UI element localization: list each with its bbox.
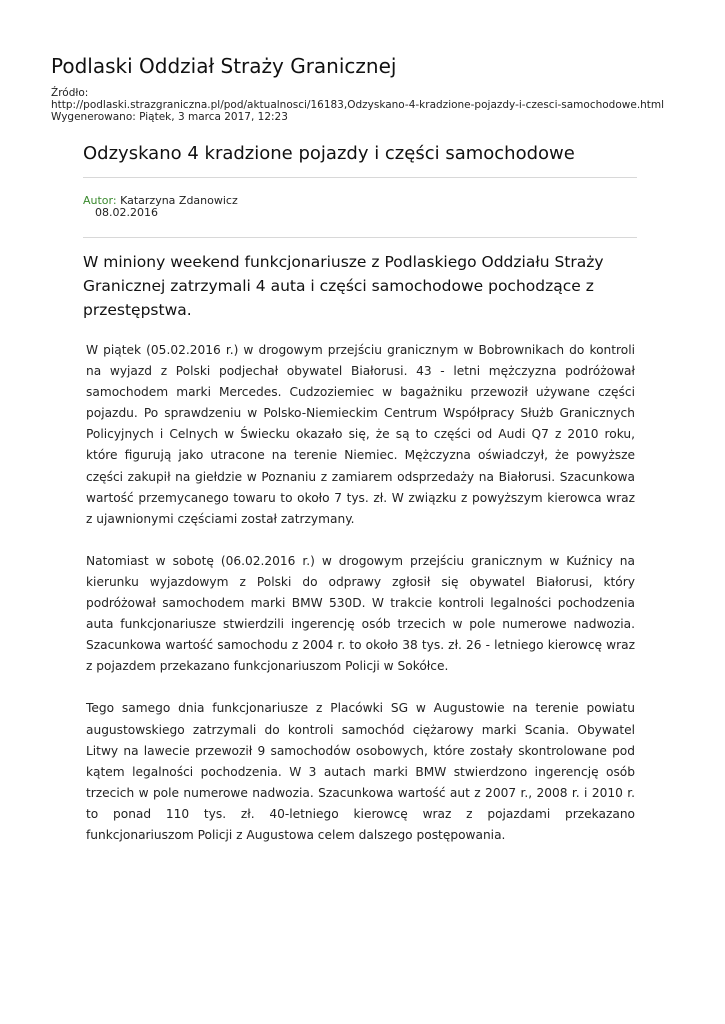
article-paragraph-1: W piątek (05.02.2016 r.) w drogowym przejściu granicznym w Bobrownikach do kontroli na wyjazd z Polski podjechał obywatel Białorusi. 43 - letni mężczyzna podróżował samochodem marki Mercedes. Cudzoziemiec w bagażniku przewoził używane części pojazdu. Po sprawdzeniu w Polsko-Niemieckim Centrum Współpracy Służb Granicznych Policyjnych i Celnych w Świecku okazało się, że są to części od Audi Q7 z 2010 roku, które figurują jako utracone na terenie Niemiec. Mężczyzna oświadczył, że powyższe części zakupił na giełdzie w Poznaniu z zamiarem odsprzedaży na Białorusi. Szacunkowa wartość przemycanego towaru to około 7 tys. zł. W związku z powyższym kierowca wraz z ujawnionymi częściami został zatrzymany. bbox=[86, 343, 635, 526]
generated-label: Wygenerowano: bbox=[51, 111, 136, 123]
print-metadata bbox=[51, 87, 676, 123]
site-title: Podlaski Oddział Straży Granicznej bbox=[51, 54, 397, 78]
source-label: Źródło: bbox=[51, 87, 89, 99]
article-paragraph-3: Tego samego dnia funkcjonariusze z Placówki SG w Augustowie na terenie powiatu augustowskiego zatrzymali do kontroli samochód ciężarowy marki Scania. Obywatel Litwy na lawecie przewoził 9 samochodów osobowych, które zostały skontrolowane pod kątem legalności pochodzenia. W 3 autach marki BMW stwierdzono ingerencję osób trzecich w pole numerowe nadwozia. Szacunkowa wartość aut z 2007 r., 2008 r. i 2010 r. to ponad 110 tys. zł. 40-letniego kierowcę wraz z pojazdami przekazano funkcjonariuszom Policji z Augustowa celem dalszego postępowania. bbox=[86, 701, 635, 842]
article-title: Odzyskano 4 kradzione pojazdy i części samochodowe bbox=[83, 143, 575, 164]
title-divider bbox=[83, 177, 637, 178]
generated-value: Piątek, 3 marca 2017, 12:23 bbox=[139, 111, 288, 123]
author-label: Autor: bbox=[83, 194, 117, 207]
article-date: 08.02.2016 bbox=[95, 206, 158, 219]
generated-line bbox=[51, 111, 676, 123]
article-body bbox=[86, 340, 635, 867]
author-name: Katarzyna Zdanowicz bbox=[120, 194, 238, 207]
author-block bbox=[83, 195, 238, 219]
author-divider bbox=[83, 237, 637, 238]
source-url: http://podlaski.strazgraniczna.pl/pod/aktualnosci/16183,Odzyskano-4-kradzione-pojazdy-i-czesci-samochodowe.html bbox=[51, 99, 665, 111]
article-lead: W miniony weekend funkcjonariusze z Podlaskiego Oddziału Straży Granicznej zatrzymali 4 auta i części samochodowe pochodzące z przestępstwa. bbox=[83, 253, 604, 319]
article-paragraph-2: Natomiast w sobotę (06.02.2016 r.) w drogowym przejściu granicznym w Kuźnicy na kierunku wyjazdowym z Polski do odprawy zgłosił się obywatel Białorusi, który podróżował samochodem marki BMW 530D. W trakcie kontroli legalności pochodzenia auta funkcjonariusze stwierdzili ingerencję osób trzecich w pole numerowe nadwozia. Szacunkowa wartość samochodu z 2004 r. to około 38 tys. zł. 26 - letniego kierowcę wraz z pojazdem przekazano funkcjonariuszom Policji w Sokółce. bbox=[86, 553, 635, 674]
